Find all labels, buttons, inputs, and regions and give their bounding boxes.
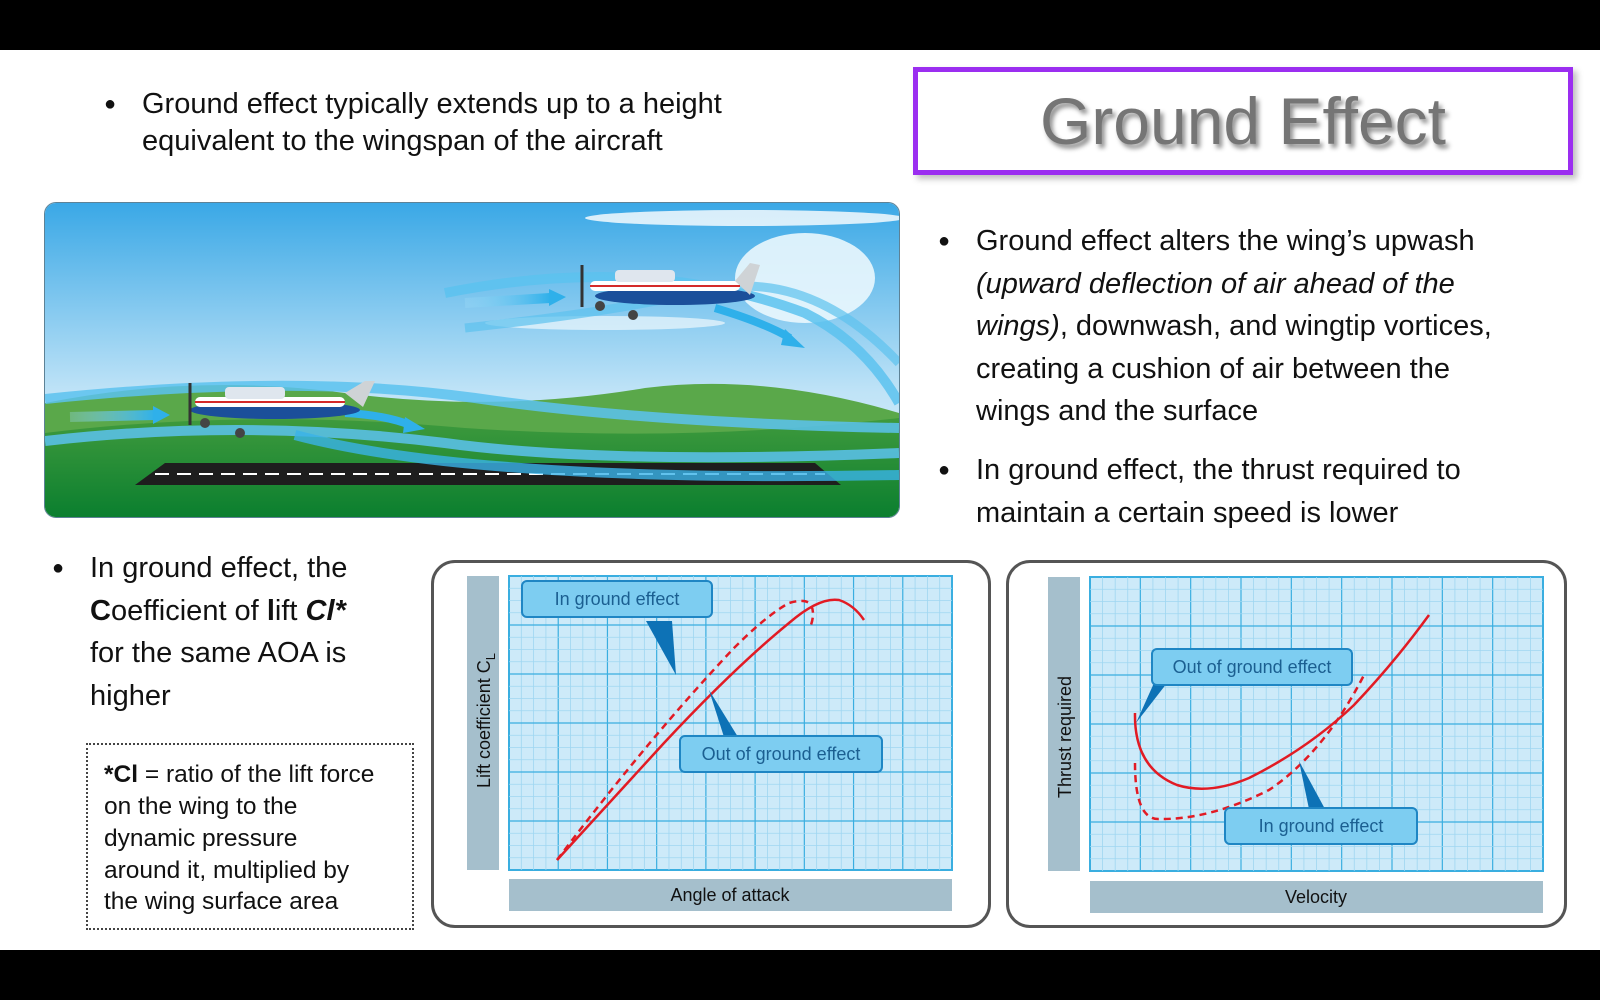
bullet-line-italic: (upward deflection of air ahead of the <box>976 267 1455 300</box>
bullet-line: higher <box>90 679 171 712</box>
title-box <box>913 67 1573 175</box>
note-line: on the wing to the <box>104 792 298 820</box>
x-axis-label: Angle of attack <box>670 885 790 905</box>
y-axis-label: Thrust required <box>1055 675 1075 798</box>
note-fragment: = ratio of the lift force <box>138 761 375 788</box>
bullet-line: equivalent to the wingspan of the aircraft <box>142 125 663 157</box>
cl-symbol: Cl* <box>305 594 346 627</box>
bullet-line: Ground effect typically extends up to a height <box>142 88 722 120</box>
slide <box>0 50 1600 950</box>
bullet-line: In ground effect, the thrust required to <box>976 454 1461 486</box>
bullet-ground-effect-height <box>104 86 804 176</box>
note-bold: *Cl <box>104 761 139 788</box>
bullet-symbol: ● <box>938 230 951 252</box>
bullet-symbol: ● <box>938 459 951 481</box>
y-axis-label: Lift coefficient $C_L$ <box>474 653 498 788</box>
note-line: around it, multiplied by <box>104 856 350 884</box>
bullet-fragment: ift <box>274 594 306 627</box>
bullet-fragment: oefficient of <box>110 594 267 627</box>
slide-title: Ground Effect <box>1039 84 1447 158</box>
bold-letter-l: l <box>266 594 275 627</box>
bullet-line: maintain a certain speed is lower <box>976 496 1399 529</box>
legend-label-in-ground: In ground effect <box>554 589 680 609</box>
bold-letter-c: C <box>90 594 111 627</box>
note-line: the wing surface area <box>104 888 339 916</box>
ground-effect-illustration <box>44 202 900 518</box>
legend-label-out-of-ground: Out of ground effect <box>701 744 861 764</box>
bullet-symbol: ● <box>104 93 117 115</box>
note-line <box>104 759 402 791</box>
thrust-required-chart <box>1006 560 1567 928</box>
thrust-chart-svg <box>1009 563 1564 925</box>
bullet-line: In ground effect, the <box>90 552 348 584</box>
legend-label-out-of-ground: Out of ground effect <box>1172 657 1332 677</box>
cl-definition-note <box>86 743 414 930</box>
x-axis-label: Velocity <box>1284 887 1348 907</box>
bullet-fragment: , downwash, and wingtip vortices, <box>1059 310 1492 342</box>
bullet-symbol: ● <box>52 557 65 579</box>
legend-label-in-ground: In ground effect <box>1258 816 1384 836</box>
bullet-line: Ground effect alters the wing’s upwash <box>976 225 1475 257</box>
bullet-line: creating a cushion of air between the <box>976 352 1450 385</box>
lift-chart-svg <box>434 563 988 925</box>
note-line: dynamic pressure <box>104 824 298 852</box>
bullet-line <box>976 305 1492 348</box>
bullet-line: for the same AOA is <box>90 637 347 669</box>
bullet-fragment-italic: wings) <box>976 310 1060 342</box>
lift-coefficient-chart <box>431 560 991 928</box>
bullet-line: wings and the surface <box>976 395 1259 427</box>
airplane-scene-image <box>45 203 899 517</box>
bullet-line <box>90 590 347 633</box>
